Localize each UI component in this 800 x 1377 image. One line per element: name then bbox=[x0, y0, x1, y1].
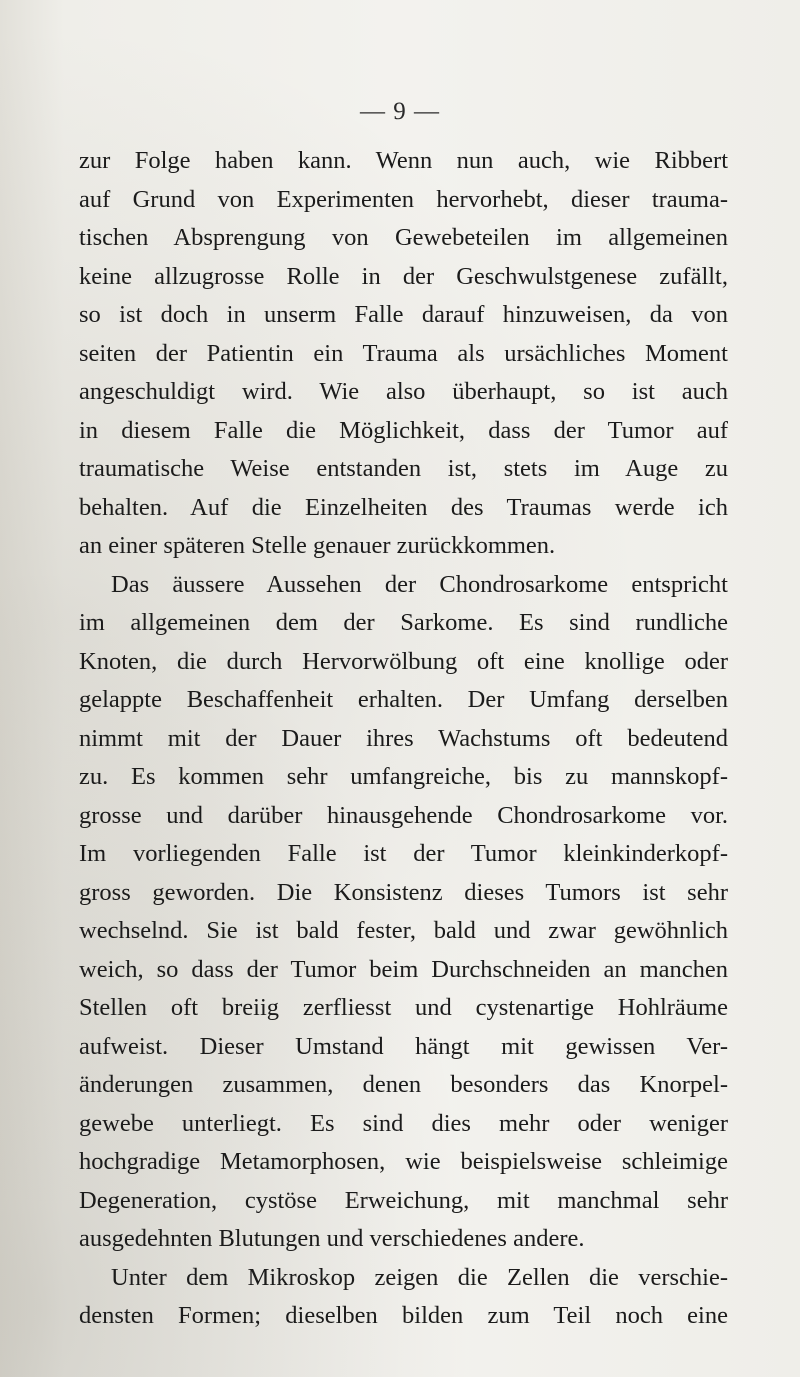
text-line: weich, so dass der Tumor beim Durchschneiden an manchen bbox=[79, 955, 728, 983]
text-line: gewebe unterliegt. Es sind dies mehr oder weniger bbox=[79, 1109, 728, 1137]
text-line: zu. Es kommen sehr umfangreiche, bis zu mannskopf- bbox=[79, 763, 728, 790]
text-line: Unter dem Mikroskop zeigen die Zellen die verschie- bbox=[111, 1263, 728, 1291]
text-line: so ist doch in unserm Falle darauf hinzuweisen, da von bbox=[79, 301, 728, 328]
text-line: zur Folge haben kann. Wenn nun auch, wie Ribbert bbox=[79, 147, 728, 174]
text-line: ausgedehnten Blutungen und verschiedenes andere. bbox=[79, 1225, 585, 1252]
text-line: im allgemeinen dem der Sarkome. Es sind rundliche bbox=[79, 609, 728, 636]
text-line: änderungen zusammen, denen besonders das Knorpel- bbox=[79, 1071, 728, 1098]
text-line: auf Grund von Experimenten hervorhebt, dieser trauma- bbox=[79, 185, 728, 213]
text-line: grosse und darüber hinausgehende Chondrosarkome vor. bbox=[79, 801, 728, 829]
text-line: aufweist. Dieser Umstand hängt mit gewissen Ver- bbox=[79, 1032, 728, 1060]
text-line: nimmt mit der Dauer ihres Wachstums oft bedeutend bbox=[79, 724, 728, 752]
text-line: Degeneration, cystöse Erweichung, mit manchmal sehr bbox=[79, 1186, 728, 1214]
text-line: Im vorliegenden Falle ist der Tumor kleinkinderkopf- bbox=[79, 840, 728, 867]
text-line: gross geworden. Die Konsistenz dieses Tumors ist sehr bbox=[79, 878, 728, 906]
text-line: traumatische Weise entstanden ist, stets im Auge zu bbox=[79, 455, 728, 482]
text-line: behalten. Auf die Einzelheiten des Traumas werde ich bbox=[79, 493, 728, 521]
text-line: hochgradige Metamorphosen, wie beispielsweise schleimige bbox=[79, 1148, 728, 1175]
text-line: Stellen oft breiig zerfliesst und cystenartige Hohlräume bbox=[79, 994, 728, 1021]
body-text bbox=[79, 142, 728, 1336]
text-line: wechselnd. Sie ist bald fester, bald und zwar gewöhnlich bbox=[79, 917, 728, 944]
text-line: an einer späteren Stelle genauer zurückkommen. bbox=[79, 532, 556, 559]
text-line: gelappte Beschaffenheit erhalten. Der Umfang derselben bbox=[79, 686, 728, 713]
page-number: — 9 — bbox=[360, 98, 440, 125]
text-line: Das äussere Aussehen der Chondrosarkome entspricht bbox=[111, 570, 728, 598]
text-line: in diesem Falle die Möglichkeit, dass der Tumor auf bbox=[79, 416, 728, 444]
text-line: seiten der Patientin ein Trauma als ursächliches Moment bbox=[79, 339, 728, 367]
text-line: angeschuldigt wird. Wie also überhaupt, so ist auch bbox=[79, 378, 728, 405]
text-line: densten Formen; dieselben bilden zum Teil noch eine bbox=[79, 1302, 728, 1329]
text-line: Knoten, die durch Hervorwölbung oft eine knollige oder bbox=[79, 647, 728, 675]
text-line: tischen Absprengung von Gewebeteilen im allgemeinen bbox=[79, 224, 728, 251]
text-line: keine allzugrosse Rolle in der Geschwulstgenese zufällt, bbox=[79, 262, 728, 290]
